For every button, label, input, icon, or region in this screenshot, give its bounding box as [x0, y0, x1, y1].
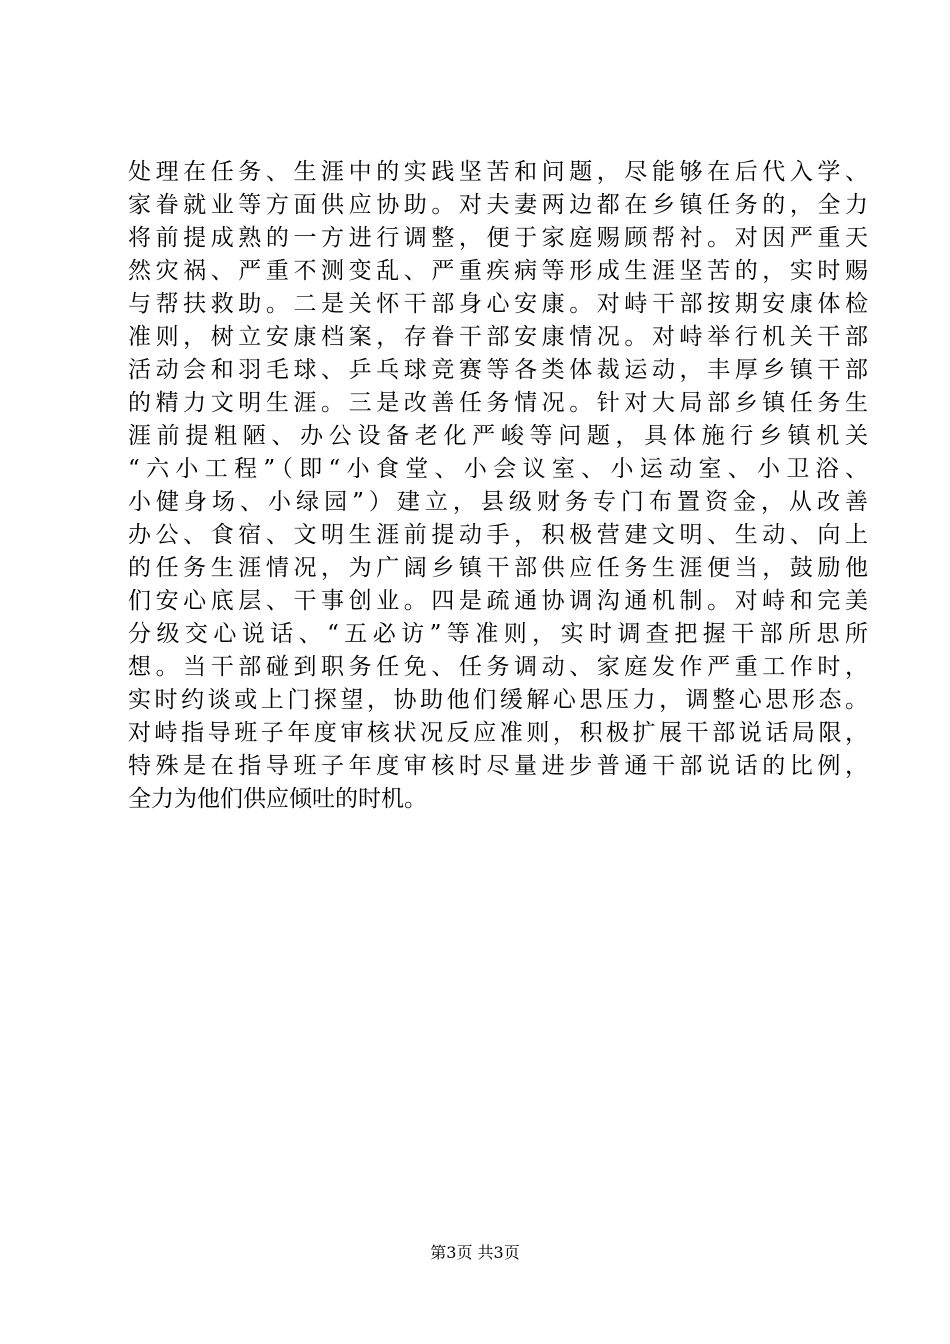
text-line: 分级交心说话、“五必访”等准则，实时调查把握干部所思所	[128, 621, 868, 647]
text-line: 活动会和羽毛球、乒乓球竞赛等各类体裁运动，丰厚乡镇干部	[128, 357, 868, 383]
text-line: 与帮扶救助。二是关怀干部身心安康。对峙干部按期安康体检	[128, 291, 868, 317]
text-line: 的任务生涯情况，为广阔乡镇干部供应任务生涯便当，鼓励他	[128, 555, 868, 581]
text-line: 实时约谈或上门探望，协助他们缓解心思压力，调整心思形态。	[128, 687, 868, 713]
text-line: 对峙指导班子年度审核状况反应准则，积极扩展干部说话局限，	[128, 720, 868, 746]
text-line-last: 全力为他们供应倾吐的时机。	[128, 786, 427, 812]
text-line: 处理在任务、生涯中的实践坚苦和问题，尽能够在后代入学、	[128, 159, 868, 185]
text-line: 家眷就业等方面供应协助。对夫妻两边都在乡镇任务的，全力	[128, 192, 868, 218]
text-line: 的精力文明生涯。三是改善任务情况。针对大局部乡镇任务生	[128, 390, 868, 416]
text-line: 小健身场、小绿园”）建立，县级财务专门布置资金，从改善	[128, 489, 868, 515]
text-line: 们安心底层、干事创业。四是疏通协调沟通机制。对峙和完美	[128, 588, 868, 614]
text-line: 想。当干部碰到职务任免、任务调动、家庭发作严重工作时，	[128, 654, 868, 680]
text-line: 特殊是在指导班子年度审核时尽量进步普通干部说话的比例，	[128, 753, 868, 779]
text-line: 然灾祸、严重不测变乱、严重疾病等形成生涯坚苦的，实时赐	[128, 258, 868, 284]
page-number-label: 第3页 共3页	[430, 1243, 520, 1262]
text-line: 准则，树立安康档案，存眷干部安康情况。对峙举行机关干部	[128, 324, 868, 350]
text-line: “六小工程”（即“小食堂、小会议室、小运动室、小卫浴、	[128, 456, 868, 482]
text-line: 涯前提粗陋、办公设备老化严峻等问题，具体施行乡镇机关	[128, 423, 868, 449]
page-footer	[0, 1243, 950, 1263]
text-line: 将前提成熟的一方进行调整，便于家庭赐顾帮衬。对因严重天	[128, 225, 868, 251]
text-line: 办公、食宿、文明生涯前提动手，积极营建文明、生动、向上	[128, 522, 868, 548]
body-paragraph	[128, 156, 868, 816]
